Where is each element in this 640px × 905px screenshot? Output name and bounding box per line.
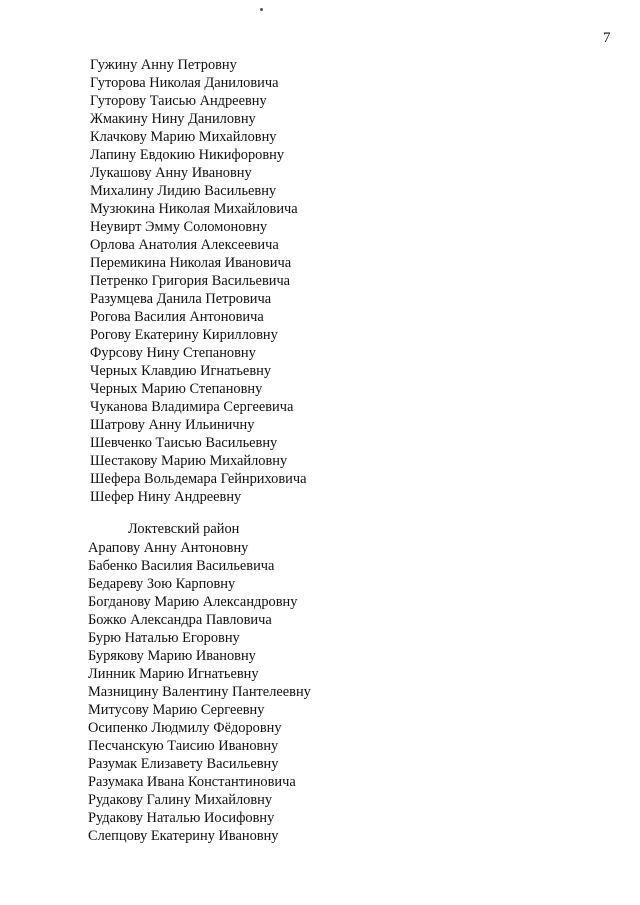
list-item: Музюкина Николая Михайловича <box>90 201 298 217</box>
list-item: Гужину Анну Петровну <box>90 57 237 73</box>
list-item: Линник Марию Игнатьевну <box>88 666 259 682</box>
list-item: Арапову Анну Антоновну <box>88 540 249 556</box>
list-item: Лукашову Анну Ивановну <box>90 165 252 181</box>
list-item: Фурсову Нину Степановну <box>90 345 256 361</box>
list-item: Бабенко Василия Васильевича <box>88 558 275 574</box>
list-item: Рудакову Галину Михайловну <box>88 792 273 808</box>
list-item: Чуканова Владимира Сергеевича <box>90 399 294 415</box>
list-item: Гуторова Николая Даниловича <box>90 75 279 91</box>
list-item: Шевченко Таисью Васильевну <box>90 435 278 451</box>
list-item: Божко Александра Павловича <box>88 612 272 628</box>
list-item: Неувирт Эмму Соломоновну <box>90 219 268 235</box>
list-item: Орлова Анатолия Алексеевича <box>90 237 279 253</box>
list-item: Гуторову Таисью Андреевну <box>90 93 267 109</box>
list-item: Разумака Ивана Константиновича <box>88 774 296 790</box>
list-item: Шефера Вольдемара Гейнриховича <box>90 471 307 487</box>
list-item: Бурякову Марию Ивановну <box>88 648 256 664</box>
list-item: Бурю Наталью Егоровну <box>88 630 240 646</box>
list-item: Осипенко Людмилу Фёдоровну <box>88 720 282 736</box>
page-number: 7 <box>603 30 611 46</box>
list-item: Рогова Василия Антоновича <box>90 309 264 325</box>
list-item: Слепцову Екатерину Ивановну <box>88 828 279 844</box>
list-item: Петренко Григория Васильевича <box>90 273 291 289</box>
list-item: Богданову Марию Александровну <box>88 594 298 610</box>
list-item: Рудакову Наталью Иосифовну <box>88 810 275 826</box>
list-item: Разумцева Данила Петровича <box>90 291 272 307</box>
name-list-section-2 <box>88 539 311 845</box>
list-item: Черных Клавдию Игнатьевну <box>90 363 272 379</box>
list-item: Черных Марию Степановну <box>90 381 263 397</box>
list-item: Клачкову Марию Михайловну <box>90 129 277 145</box>
name-list-section-1 <box>90 56 306 506</box>
list-item: Разумак Елизавету Васильевну <box>88 756 279 772</box>
list-item: Бедареву Зою Карповну <box>88 576 236 592</box>
scan-dot-mark <box>260 8 263 11</box>
list-item: Шестакову Марию Михайловну <box>90 453 288 469</box>
list-item: Жмакину Нину Даниловну <box>90 111 256 127</box>
list-item: Песчанскую Таисию Ивановну <box>88 738 279 754</box>
list-item: Перемикина Николая Ивановича <box>90 255 292 271</box>
list-item: Митусову Марию Сергеевну <box>88 702 265 718</box>
district-title: Локтевский район <box>128 521 240 537</box>
list-item: Михалину Лидию Васильевну <box>90 183 277 199</box>
list-item: Шефер Нину Андреевну <box>90 489 242 505</box>
list-item: Мазницину Валентину Пантелеевну <box>88 684 311 700</box>
list-item: Лапину Евдокию Никифоровну <box>90 147 285 163</box>
list-item: Рогову Екатерину Кирилловну <box>90 327 278 343</box>
list-item: Шатрову Анну Ильиничну <box>90 417 255 433</box>
